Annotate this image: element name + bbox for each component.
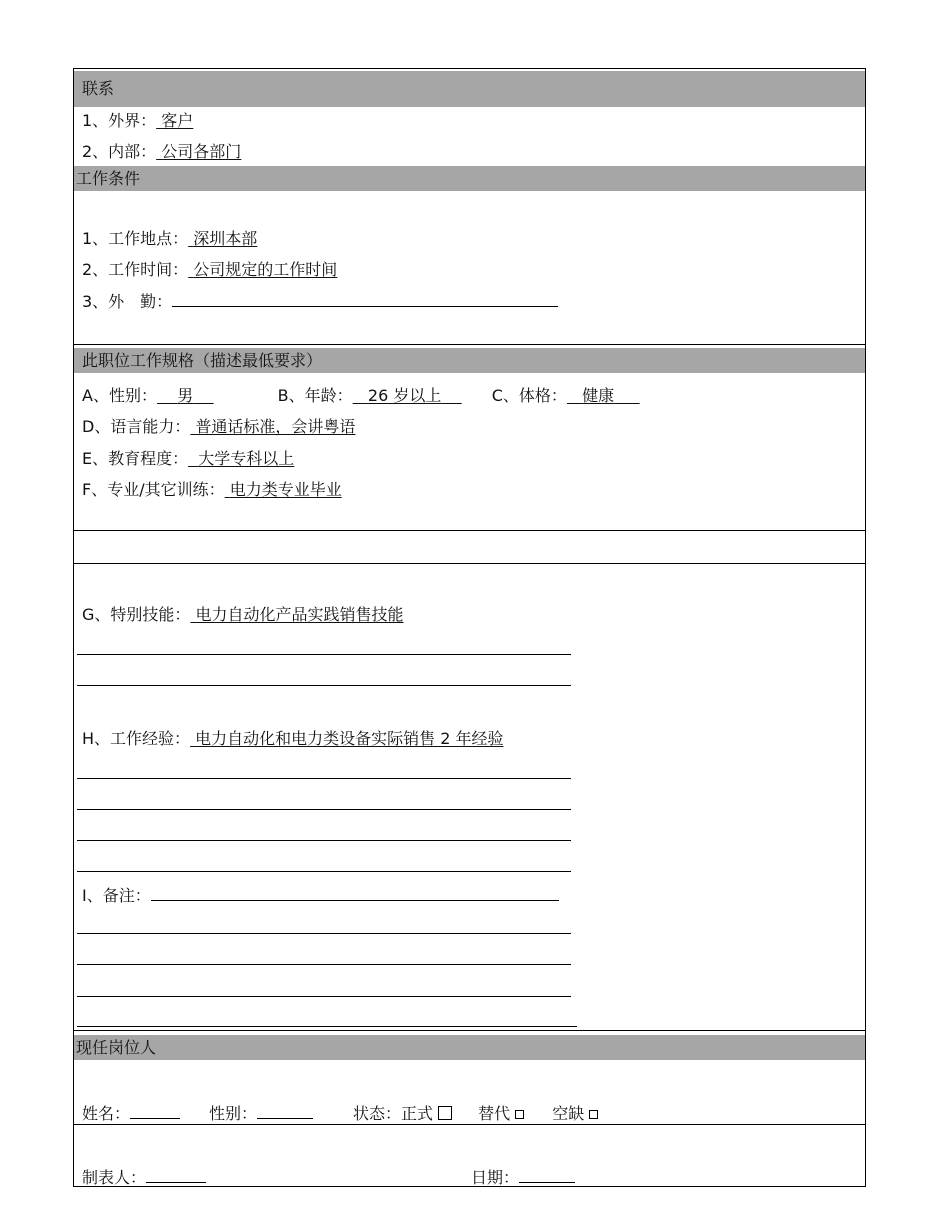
divider <box>74 1030 865 1031</box>
spec-training-value[interactable]: 电力类专业毕业 <box>229 480 342 499</box>
divider <box>74 563 865 564</box>
spec-header: 此职位工作规格（描述最低要求） <box>74 348 865 373</box>
contact-external-label: 1、外界： <box>82 111 157 130</box>
date-blank[interactable] <box>519 1166 575 1183</box>
spec-age-label: B、年龄： <box>277 386 353 405</box>
conditions-time-label: 2、工作时间： <box>82 260 189 279</box>
spec-skills-label: G、特别技能： <box>82 605 191 624</box>
conditions-location-value[interactable]: 深圳本部 <box>193 229 258 248</box>
status-vacant-checkbox[interactable] <box>589 1110 598 1119</box>
status-acting-label: 替代 <box>478 1104 511 1123</box>
spec-physique-value[interactable]: 健康 <box>582 386 615 405</box>
divider <box>74 1124 865 1125</box>
spec-notes-row <box>82 884 559 907</box>
contact-internal-row <box>82 141 587 163</box>
spec-gender-label: A、性别： <box>82 386 157 405</box>
conditions-location-row <box>82 228 593 250</box>
spec-language-label: D、语言能力： <box>82 417 191 436</box>
spec-skills-row <box>82 604 636 626</box>
spec-notes-blank[interactable] <box>151 884 559 901</box>
blank-line[interactable] <box>77 871 571 872</box>
incumbent-gender-label: 性别： <box>209 1104 258 1123</box>
incumbent-name-label: 姓名： <box>82 1104 131 1123</box>
status-acting-checkbox[interactable] <box>515 1110 524 1119</box>
contact-header: 联系 <box>74 71 865 107</box>
spec-experience-label: H、工作经验： <box>82 729 191 748</box>
spec-education-row <box>82 448 600 470</box>
blank-line[interactable] <box>77 654 571 655</box>
date-label: 日期： <box>471 1168 520 1187</box>
spec-experience-row <box>82 728 670 750</box>
blank-line[interactable] <box>77 809 571 810</box>
conditions-field-row <box>82 290 558 313</box>
spec-gender-value[interactable]: 男 <box>177 386 194 405</box>
job-description-form <box>73 68 866 1187</box>
spec-physique-label: C、体格： <box>491 386 567 405</box>
blank-line[interactable] <box>77 840 571 841</box>
spec-training-row <box>82 479 614 501</box>
contact-external-value[interactable]: 客户 <box>161 111 194 130</box>
spec-age-value[interactable]: 26 岁以上 <box>367 386 442 405</box>
divider <box>74 344 865 345</box>
spec-training-label: F、专业/其它训练： <box>82 480 225 499</box>
date-row <box>471 1166 575 1189</box>
spec-education-value[interactable]: 大学专科以上 <box>198 449 295 468</box>
contact-internal-label: 2、内部： <box>82 142 157 161</box>
divider <box>74 530 865 531</box>
spec-education-label: E、教育程度： <box>82 449 189 468</box>
blank-line[interactable] <box>77 964 571 965</box>
blank-line[interactable] <box>77 685 571 686</box>
contact-internal-value[interactable]: 公司各部门 <box>161 142 242 161</box>
spec-notes-label: I、备注： <box>82 886 151 905</box>
status-formal-checkbox[interactable] <box>438 1106 452 1120</box>
conditions-header: 工作条件 <box>74 166 865 191</box>
blank-line[interactable] <box>77 778 571 779</box>
conditions-field-blank[interactable] <box>172 290 558 307</box>
spec-language-row <box>82 416 619 438</box>
conditions-field-label: 3、外 勤： <box>82 292 173 311</box>
incumbent-name-blank[interactable] <box>130 1102 180 1119</box>
preparer-label: 制表人： <box>82 1168 147 1187</box>
contact-external-row <box>82 110 573 132</box>
conditions-time-row <box>82 259 617 281</box>
incumbent-status-label: 状态： <box>353 1104 402 1123</box>
blank-line[interactable] <box>77 933 571 934</box>
spec-row-abc <box>82 385 640 407</box>
status-formal-label: 正式 <box>401 1104 434 1123</box>
conditions-location-label: 1、工作地点： <box>82 229 189 248</box>
incumbent-gender-blank[interactable] <box>257 1102 313 1119</box>
preparer-row <box>82 1166 206 1189</box>
status-vacant-label: 空缺 <box>552 1104 585 1123</box>
incumbent-row <box>82 1102 598 1125</box>
preparer-blank[interactable] <box>146 1166 206 1183</box>
incumbent-header: 现任岗位人 <box>74 1035 865 1060</box>
blank-line[interactable] <box>77 1026 577 1027</box>
spec-skills-value[interactable]: 电力自动化产品实践销售技能 <box>195 605 404 624</box>
conditions-time-value[interactable]: 公司规定的工作时间 <box>193 260 338 279</box>
spec-experience-value[interactable]: 电力自动化和电力类设备实际销售 2 年经验 <box>195 729 504 748</box>
spec-language-value[interactable]: 普通话标准，会讲粤语 <box>195 417 356 436</box>
blank-line[interactable] <box>77 996 571 997</box>
